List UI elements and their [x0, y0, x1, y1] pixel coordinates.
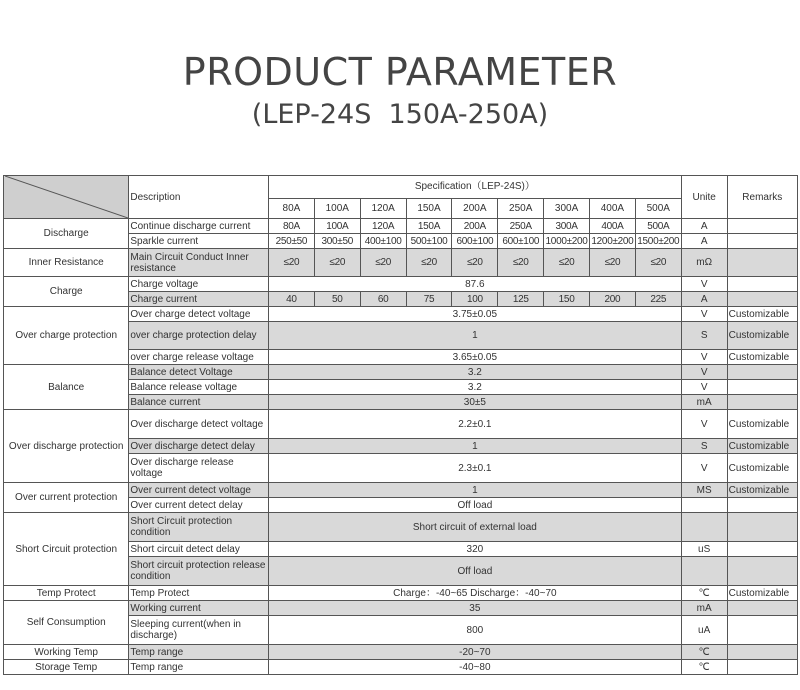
table-row	[4, 645, 798, 660]
row-desc: Balance release voltage	[129, 380, 269, 395]
page-subtitle: (LEP-24S 150A-250A)	[251, 99, 549, 130]
row-desc: Temp range	[129, 645, 269, 660]
table-row	[4, 483, 798, 498]
cell-remark: Customizable	[727, 586, 797, 601]
row-desc: Over current detect voltage	[129, 483, 269, 498]
cell-unit	[681, 513, 727, 542]
cell-unit: V	[681, 365, 727, 380]
cell-value: -20~70	[268, 645, 681, 660]
param-storage-temp: Storage Temp	[4, 660, 129, 675]
cell-value: 200A	[452, 219, 498, 234]
cell-value: 2.3±0.1	[268, 454, 681, 483]
row-desc: Over charge detect voltage	[129, 307, 269, 322]
table-row	[4, 601, 798, 616]
cell-value: 3.2	[268, 380, 681, 395]
cell-value: 250A	[498, 219, 544, 234]
row-desc: Charge voltage	[129, 277, 269, 292]
cell-value: 75	[406, 292, 452, 307]
cell-unit: uS	[681, 542, 727, 557]
cell-unit: A	[681, 219, 727, 234]
cell-value: 600±100	[498, 234, 544, 249]
cell-unit: S	[681, 439, 727, 454]
cell-unit: mA	[681, 395, 727, 410]
cell-unit: V	[681, 277, 727, 292]
cell-value: 1500±200	[637, 235, 680, 247]
row-desc: Over discharge detect delay	[129, 439, 269, 454]
param-self-consumption: Self Consumption	[4, 601, 129, 645]
cell-value: 300±50	[314, 234, 360, 249]
table-row	[4, 586, 798, 601]
row-desc: Over discharge detect voltage	[129, 410, 269, 439]
cell-value: 225	[635, 292, 681, 307]
param-inner-resistance: Inner Resistance	[4, 249, 129, 277]
cell-remark: Customizable	[727, 410, 797, 439]
cell-remark	[727, 277, 797, 292]
cell-value: Off load	[268, 557, 681, 586]
row-desc: Working current	[129, 601, 269, 616]
header-remarks: Remarks	[727, 176, 797, 219]
param-over-discharge: Over discharge protection	[4, 410, 129, 483]
table-row	[4, 277, 798, 292]
cell-value: 150A	[406, 219, 452, 234]
cell-value: 80A	[268, 219, 314, 234]
cell-value: ≤20	[360, 249, 406, 277]
cell-value: 1000±200	[545, 235, 588, 247]
param-discharge: Discharge	[4, 219, 129, 249]
cell-unit: uA	[681, 616, 727, 645]
cell-remark	[727, 395, 797, 410]
table-row	[4, 219, 798, 234]
row-desc: Balance current	[129, 395, 269, 410]
row-desc: Short circuit detect delay	[129, 542, 269, 557]
model-header: 400A	[590, 198, 636, 218]
cell-value: 200	[590, 292, 636, 307]
row-desc: Sparkle current	[129, 234, 269, 249]
model-header: 120A	[360, 198, 406, 218]
page-title: PRODUCT PARAMETER	[182, 50, 618, 94]
cell-value: 300A	[544, 219, 590, 234]
cell-remark	[727, 380, 797, 395]
cell-unit: V	[681, 410, 727, 439]
cell-unit: ℃	[681, 586, 727, 601]
row-desc: Sleeping current(when in discharge)	[129, 616, 269, 645]
cell-value: 2.2±0.1	[268, 410, 681, 439]
parameter-table	[3, 175, 798, 675]
table-row	[4, 410, 798, 439]
param-over-current: Over current protection	[4, 483, 129, 513]
cell-value: 500A	[635, 219, 681, 234]
row-desc: over charge protection delay	[129, 322, 269, 350]
cell-remark	[727, 498, 797, 513]
cell-value: 120A	[360, 219, 406, 234]
cell-value: 3.75±0.05	[268, 307, 681, 322]
row-desc: Temp Protect	[129, 586, 269, 601]
cell-remark	[727, 601, 797, 616]
cell-value: 40	[268, 292, 314, 307]
cell-remark	[727, 660, 797, 675]
model-header: 300A	[544, 198, 590, 218]
cell-unit: V	[681, 350, 727, 365]
cell-unit: mA	[681, 601, 727, 616]
row-desc: Continue discharge current	[129, 219, 269, 234]
cell-value: ≤20	[452, 249, 498, 277]
header-description: Description	[129, 176, 269, 219]
row-desc: Short circuit protection release condition	[129, 557, 269, 586]
cell-remark	[727, 292, 797, 307]
cell-remark	[727, 249, 797, 277]
cell-remark	[727, 219, 797, 234]
cell-unit: MS	[681, 483, 727, 498]
cell-value: Off load	[268, 498, 681, 513]
model-header: 200A	[452, 198, 498, 218]
row-desc: Over current detect delay	[129, 498, 269, 513]
table-row	[4, 513, 798, 542]
cell-value: 320	[268, 542, 681, 557]
cell-value: 3.2	[268, 365, 681, 380]
cell-value: 800	[268, 616, 681, 645]
cell-value: 30±5	[268, 395, 681, 410]
cell-value: 100	[452, 292, 498, 307]
cell-unit: V	[681, 307, 727, 322]
cell-remark: Customizable	[727, 307, 797, 322]
cell-value: 400A	[590, 219, 636, 234]
row-desc: Charge current	[129, 292, 269, 307]
cell-value: 600±100	[452, 234, 498, 249]
model-header: 80A	[268, 198, 314, 218]
cell-remark: Customizable	[727, 439, 797, 454]
header-corner-cell	[4, 176, 129, 219]
cell-remark: Customizable	[727, 322, 797, 350]
cell-value: 250±50	[268, 234, 314, 249]
row-desc: Main Circuit Conduct Inner resistance	[129, 249, 269, 277]
param-temp-protect: Temp Protect	[4, 586, 129, 601]
cell-value: ≤20	[498, 249, 544, 277]
cell-remark	[727, 365, 797, 380]
cell-remark	[727, 616, 797, 645]
cell-value: 1	[268, 483, 681, 498]
row-desc: Temp range	[129, 660, 269, 675]
cell-remark	[727, 557, 797, 586]
param-charge: Charge	[4, 277, 129, 307]
cell-value: 400±100	[360, 234, 406, 249]
row-desc: Over discharge release voltage	[129, 454, 269, 483]
model-header: 100A	[314, 198, 360, 218]
cell-unit: ℃	[681, 645, 727, 660]
cell-value: 500±100	[406, 234, 452, 249]
cell-remark	[727, 513, 797, 542]
cell-value: 60	[360, 292, 406, 307]
model-header: 150A	[406, 198, 452, 218]
diagonal-divider	[5, 176, 128, 218]
cell-value: -40~80	[268, 660, 681, 675]
cell-value: 87.6	[268, 277, 681, 292]
cell-unit: V	[681, 380, 727, 395]
cell-value: 150	[544, 292, 590, 307]
header-specification: Specification（LEP-24S)）	[268, 176, 681, 199]
table-row	[4, 660, 798, 675]
cell-value: 125	[498, 292, 544, 307]
cell-value: ≤20	[314, 249, 360, 277]
param-balance: Balance	[4, 365, 129, 410]
table-row	[4, 307, 798, 322]
cell-remark	[727, 542, 797, 557]
cell-value: 100A	[314, 219, 360, 234]
cell-remark: Customizable	[727, 350, 797, 365]
cell-unit: A	[681, 234, 727, 249]
table-row	[4, 365, 798, 380]
cell-value: ≤20	[590, 249, 636, 277]
cell-unit: V	[681, 454, 727, 483]
cell-unit: mΩ	[681, 249, 727, 277]
cell-unit: ℃	[681, 660, 727, 675]
table-row	[4, 249, 798, 277]
cell-value: ≤20	[544, 249, 590, 277]
cell-remark: Customizable	[727, 454, 797, 483]
cell-value: 1200±200	[591, 235, 634, 247]
cell-value: ≤20	[268, 249, 314, 277]
cell-value: 35	[268, 601, 681, 616]
cell-unit	[681, 498, 727, 513]
cell-value: 1	[268, 439, 681, 454]
cell-unit: S	[681, 322, 727, 350]
row-desc: over charge release voltage	[129, 350, 269, 365]
cell-value: 1	[268, 322, 681, 350]
row-desc: Balance detect Voltage	[129, 365, 269, 380]
param-over-charge: Over charge protection	[4, 307, 129, 365]
cell-unit	[681, 557, 727, 586]
model-header: 250A	[498, 198, 544, 218]
row-desc: Short Circuit protection condition	[129, 513, 269, 542]
cell-value: 50	[314, 292, 360, 307]
cell-remark	[727, 645, 797, 660]
param-working-temp: Working Temp	[4, 645, 129, 660]
header-unit: Unite	[681, 176, 727, 219]
cell-remark: Customizable	[727, 483, 797, 498]
cell-value: 3.65±0.05	[268, 350, 681, 365]
cell-remark	[727, 234, 797, 249]
model-header: 500A	[635, 198, 681, 218]
param-short-circuit: Short Circuit protection	[4, 513, 129, 586]
cell-value: Charge：-40~65 Discharge：-40~70	[268, 586, 681, 601]
cell-unit: A	[681, 292, 727, 307]
cell-value: ≤20	[635, 249, 681, 277]
cell-value: ≤20	[406, 249, 452, 277]
cell-value: Short circuit of external load	[268, 513, 681, 542]
